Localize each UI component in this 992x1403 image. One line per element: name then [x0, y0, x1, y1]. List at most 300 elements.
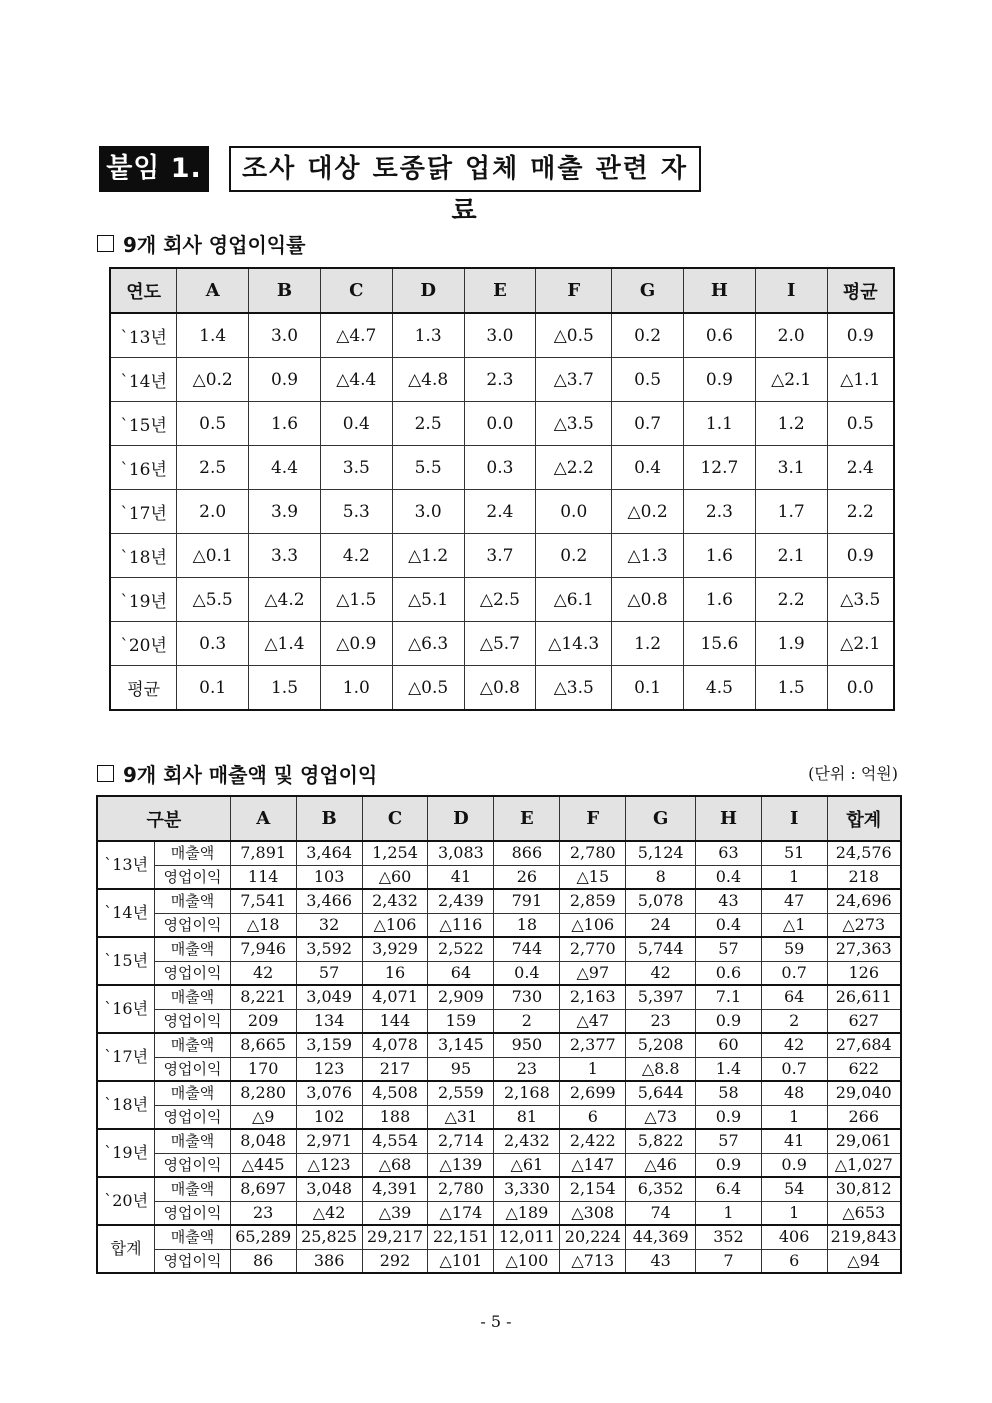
table-cell: 134 — [296, 1009, 362, 1033]
metric-label: 영업이익 — [155, 961, 230, 985]
year-label: `14년 — [97, 889, 155, 937]
table-cell: △2.2 — [536, 446, 612, 490]
table-cell: 2,971 — [296, 1129, 362, 1153]
table-cell: 406 — [761, 1225, 827, 1249]
year-label: `16년 — [97, 985, 155, 1033]
table-cell: 5,397 — [626, 985, 696, 1009]
table-cell: 2.3 — [464, 358, 536, 402]
table-cell: 3,049 — [296, 985, 362, 1009]
table-row — [97, 1177, 901, 1201]
table-cell: 47 — [761, 889, 827, 913]
metric-label: 매출액 — [155, 889, 230, 913]
table-cell: 0.2 — [536, 534, 612, 578]
table-cell: 2.3 — [684, 490, 756, 534]
table-cell: 32 — [296, 913, 362, 937]
table-cell: 16 — [362, 961, 428, 985]
table-cell: 3.5 — [320, 446, 392, 490]
table-cell: 0.9 — [249, 358, 321, 402]
unit-label: (단위 : 억원) — [808, 764, 898, 783]
table-row — [97, 985, 901, 1009]
table-cell: 0.7 — [761, 961, 827, 985]
table-cell: 4,078 — [362, 1033, 428, 1057]
column-header: G — [612, 268, 684, 313]
table-cell: 126 — [827, 961, 901, 985]
table-row — [110, 446, 894, 490]
table-row — [97, 841, 901, 865]
table-cell: △101 — [428, 1249, 494, 1273]
page-number: - 5 - — [480, 1312, 512, 1331]
table-cell: 0.9 — [696, 1105, 762, 1129]
table-row — [97, 1009, 901, 1033]
table-cell: 0.9 — [827, 313, 894, 358]
table-row — [110, 313, 894, 358]
metric-label: 매출액 — [155, 841, 230, 865]
table-cell: 1.0 — [320, 666, 392, 711]
table-cell: 3.3 — [249, 534, 321, 578]
table-cell: 8,048 — [230, 1129, 296, 1153]
table-cell: 64 — [428, 961, 494, 985]
table-cell: 27,363 — [827, 937, 901, 961]
table-row — [97, 1129, 901, 1153]
table-cell: 0.7 — [612, 402, 684, 446]
checkbox-icon — [97, 235, 114, 252]
year-label: `18년 — [97, 1081, 155, 1129]
metric-label: 영업이익 — [155, 1249, 230, 1273]
table-cell: 5,208 — [626, 1033, 696, 1057]
table-cell: 7.1 — [696, 985, 762, 1009]
metric-label: 영업이익 — [155, 1009, 230, 1033]
table-cell: 0.0 — [464, 402, 536, 446]
table-cell: 209 — [230, 1009, 296, 1033]
column-header: C — [320, 268, 392, 313]
table-cell: △0.1 — [177, 534, 249, 578]
table-cell: 1.4 — [696, 1057, 762, 1081]
year-label: `19년 — [97, 1129, 155, 1177]
table-row — [97, 1057, 901, 1081]
table-cell: 23 — [626, 1009, 696, 1033]
table-row — [97, 1225, 901, 1249]
table-cell: △18 — [230, 913, 296, 937]
table-cell: 3.7 — [464, 534, 536, 578]
table-cell: 3.0 — [249, 313, 321, 358]
metric-label: 영업이익 — [155, 865, 230, 889]
table-cell: △3.5 — [536, 666, 612, 711]
table-cell: △1.4 — [249, 622, 321, 666]
table-cell: 5,644 — [626, 1081, 696, 1105]
table-cell: 1.4 — [177, 313, 249, 358]
row-label: `15년 — [110, 402, 177, 446]
table-row — [97, 865, 901, 889]
column-header: D — [392, 268, 464, 313]
table-cell: △5.5 — [177, 578, 249, 622]
table-cell: 0.7 — [761, 1057, 827, 1081]
table-row — [110, 358, 894, 402]
table-cell: △3.5 — [827, 578, 894, 622]
table-cell: 1.7 — [755, 490, 827, 534]
table-cell: △0.5 — [392, 666, 464, 711]
table-cell: △15 — [560, 865, 626, 889]
table-cell: 3.9 — [249, 490, 321, 534]
table-header-row — [97, 796, 901, 841]
table-cell: 386 — [296, 1249, 362, 1273]
table-cell: 1.6 — [684, 534, 756, 578]
table-cell: 0.3 — [177, 622, 249, 666]
table-cell: 1.9 — [755, 622, 827, 666]
table-cell: △139 — [428, 1153, 494, 1177]
table-cell: 59 — [761, 937, 827, 961]
table-cell: △97 — [560, 961, 626, 985]
table-cell: 3.0 — [392, 490, 464, 534]
table-cell: 65,289 — [230, 1225, 296, 1249]
table-cell: 7,891 — [230, 841, 296, 865]
table-cell: 23 — [494, 1057, 560, 1081]
table-cell: 5,124 — [626, 841, 696, 865]
table-cell: 2,522 — [428, 937, 494, 961]
table-cell: △4.2 — [249, 578, 321, 622]
table-cell: 74 — [626, 1201, 696, 1225]
operating-margin-table — [109, 267, 895, 711]
section1-heading — [97, 229, 305, 258]
table-cell: 8 — [626, 865, 696, 889]
metric-label: 영업이익 — [155, 913, 230, 937]
table-cell: 3,083 — [428, 841, 494, 865]
table-cell: 0.0 — [827, 666, 894, 711]
table-cell: 2.0 — [177, 490, 249, 534]
table-cell: 0.1 — [612, 666, 684, 711]
table-cell: 60 — [696, 1033, 762, 1057]
table-row — [97, 889, 901, 913]
table-cell: 1 — [696, 1201, 762, 1225]
table-cell: 1.5 — [249, 666, 321, 711]
table-cell: △3.5 — [536, 402, 612, 446]
table-cell: 95 — [428, 1057, 494, 1081]
table-cell: 0.4 — [696, 913, 762, 937]
table-cell: △0.8 — [612, 578, 684, 622]
column-header: D — [428, 796, 494, 841]
table-cell: △116 — [428, 913, 494, 937]
table-cell: 6,352 — [626, 1177, 696, 1201]
table-cell: 2,714 — [428, 1129, 494, 1153]
table-cell: △713 — [560, 1249, 626, 1273]
table-cell: 791 — [494, 889, 560, 913]
table-cell: 4.4 — [249, 446, 321, 490]
table-cell: 1.5 — [755, 666, 827, 711]
column-header: I — [761, 796, 827, 841]
table-cell: 24 — [626, 913, 696, 937]
table-cell: 29,061 — [827, 1129, 901, 1153]
metric-label: 매출액 — [155, 985, 230, 1009]
table-cell: 3,145 — [428, 1033, 494, 1057]
table-cell: △0.9 — [320, 622, 392, 666]
table-cell: 730 — [494, 985, 560, 1009]
table-cell: 2.0 — [755, 313, 827, 358]
table-cell: 4,508 — [362, 1081, 428, 1105]
table-cell: 123 — [296, 1057, 362, 1081]
row-label: `19년 — [110, 578, 177, 622]
table-row — [97, 1105, 901, 1129]
table-cell: 1.6 — [684, 578, 756, 622]
table-cell: 41 — [761, 1129, 827, 1153]
metric-label: 영업이익 — [155, 1153, 230, 1177]
row-label: `16년 — [110, 446, 177, 490]
table-row — [110, 402, 894, 446]
table-cell: 4,071 — [362, 985, 428, 1009]
table-cell: 5.3 — [320, 490, 392, 534]
table-cell: 3,076 — [296, 1081, 362, 1105]
table-cell: △1.3 — [612, 534, 684, 578]
metric-label: 매출액 — [155, 1033, 230, 1057]
table-cell: △47 — [560, 1009, 626, 1033]
table-cell: △94 — [827, 1249, 901, 1273]
table-cell: 219,843 — [827, 1225, 901, 1249]
table-cell: 12,011 — [494, 1225, 560, 1249]
table-cell: 0.6 — [684, 313, 756, 358]
column-header: 구분 — [97, 796, 230, 841]
table-cell: 0.2 — [612, 313, 684, 358]
table-cell: △1 — [761, 913, 827, 937]
table-cell: △8.8 — [626, 1057, 696, 1081]
table-cell: 744 — [494, 937, 560, 961]
table-row — [110, 622, 894, 666]
table-cell: △189 — [494, 1201, 560, 1225]
table-cell: △31 — [428, 1105, 494, 1129]
attachment-tag: 붙임 1. — [99, 146, 209, 192]
table-cell: △39 — [362, 1201, 428, 1225]
table-cell: 217 — [362, 1057, 428, 1081]
table-cell: △5.1 — [392, 578, 464, 622]
column-header: 연도 — [110, 268, 177, 313]
table-cell: △60 — [362, 865, 428, 889]
column-header: E — [494, 796, 560, 841]
table-cell: 42 — [761, 1033, 827, 1057]
table-cell: 27,684 — [827, 1033, 901, 1057]
table-cell: 0.9 — [696, 1153, 762, 1177]
checkbox-icon — [97, 765, 114, 782]
table-cell: 0.3 — [464, 446, 536, 490]
table-cell: 1 — [761, 1105, 827, 1129]
table-cell: 2.2 — [827, 490, 894, 534]
table-cell: △174 — [428, 1201, 494, 1225]
table-cell: 7,541 — [230, 889, 296, 913]
table-cell: △2.1 — [755, 358, 827, 402]
table-cell: 0.5 — [612, 358, 684, 402]
table-cell: 5,822 — [626, 1129, 696, 1153]
table-cell: △123 — [296, 1153, 362, 1177]
table-cell: 54 — [761, 1177, 827, 1201]
row-label: `13년 — [110, 313, 177, 358]
table-cell: △0.2 — [177, 358, 249, 402]
table-cell: 2.5 — [392, 402, 464, 446]
column-header: G — [626, 796, 696, 841]
table-cell: △273 — [827, 913, 901, 937]
column-header: F — [536, 268, 612, 313]
table-row — [97, 1033, 901, 1057]
table-cell: 57 — [296, 961, 362, 985]
column-header: A — [230, 796, 296, 841]
table-cell: △1.1 — [827, 358, 894, 402]
table-cell: 8,280 — [230, 1081, 296, 1105]
table-cell: 15.6 — [684, 622, 756, 666]
table-cell: 1 — [761, 865, 827, 889]
table-cell: 0.4 — [612, 446, 684, 490]
table-cell: 30,812 — [827, 1177, 901, 1201]
table-cell: 22,151 — [428, 1225, 494, 1249]
sales-operating-profit-table — [96, 795, 902, 1274]
table-cell: 2,699 — [560, 1081, 626, 1105]
metric-label: 매출액 — [155, 1129, 230, 1153]
table-cell: 0.4 — [494, 961, 560, 985]
table-cell: 2,439 — [428, 889, 494, 913]
table-cell: △61 — [494, 1153, 560, 1177]
table-cell: 3.0 — [464, 313, 536, 358]
column-header: B — [249, 268, 321, 313]
table-cell: 8,697 — [230, 1177, 296, 1201]
table-cell: 24,696 — [827, 889, 901, 913]
table-cell: △147 — [560, 1153, 626, 1177]
table-cell: △1.5 — [320, 578, 392, 622]
table-cell: 41 — [428, 865, 494, 889]
table-cell: 43 — [626, 1249, 696, 1273]
table-cell: 81 — [494, 1105, 560, 1129]
table-cell: 2.1 — [755, 534, 827, 578]
table-cell: 2.2 — [755, 578, 827, 622]
table-cell: △2.5 — [464, 578, 536, 622]
table-cell: 950 — [494, 1033, 560, 1057]
table-cell: 1.6 — [249, 402, 321, 446]
table-cell: 1 — [761, 1201, 827, 1225]
table-row — [97, 1081, 901, 1105]
column-header: C — [362, 796, 428, 841]
table-cell: 8,221 — [230, 985, 296, 1009]
table-cell: 622 — [827, 1057, 901, 1081]
table-cell: △2.1 — [827, 622, 894, 666]
table-cell: 2,780 — [560, 841, 626, 865]
section2-title: 9개 회사 매출액 및 영업이익 — [123, 763, 378, 787]
table-cell: 57 — [696, 937, 762, 961]
table-cell: 0.9 — [696, 1009, 762, 1033]
table-cell: 1,254 — [362, 841, 428, 865]
table-cell: △106 — [560, 913, 626, 937]
table-cell: 1.2 — [612, 622, 684, 666]
table-row — [110, 578, 894, 622]
table-cell: 103 — [296, 865, 362, 889]
table-cell: △5.7 — [464, 622, 536, 666]
section1-title: 9개 회사 영업이익률 — [123, 233, 306, 257]
table-row — [97, 1201, 901, 1225]
table-cell: △106 — [362, 913, 428, 937]
table-cell: 6.4 — [696, 1177, 762, 1201]
table-cell: 86 — [230, 1249, 296, 1273]
table-cell: 3,929 — [362, 937, 428, 961]
table-cell: △6.1 — [536, 578, 612, 622]
table-cell: 5,078 — [626, 889, 696, 913]
table-row — [97, 961, 901, 985]
table-cell: △4.7 — [320, 313, 392, 358]
column-header: H — [684, 268, 756, 313]
table-cell: △3.7 — [536, 358, 612, 402]
table-cell: 42 — [626, 961, 696, 985]
table-cell: 2,909 — [428, 985, 494, 1009]
table-cell: 43 — [696, 889, 762, 913]
table-cell: 29,217 — [362, 1225, 428, 1249]
table-cell: △4.4 — [320, 358, 392, 402]
table-cell: △42 — [296, 1201, 362, 1225]
column-header: B — [296, 796, 362, 841]
table-row — [97, 913, 901, 937]
table-cell: 29,040 — [827, 1081, 901, 1105]
table-cell: 3,048 — [296, 1177, 362, 1201]
row-label: 평균 — [110, 666, 177, 711]
table-cell: 2,432 — [494, 1129, 560, 1153]
metric-label: 매출액 — [155, 1177, 230, 1201]
table-cell: 3.1 — [755, 446, 827, 490]
row-label: `14년 — [110, 358, 177, 402]
table-row — [97, 937, 901, 961]
table-cell: 4.2 — [320, 534, 392, 578]
table-cell: 2 — [761, 1009, 827, 1033]
table-cell: 218 — [827, 865, 901, 889]
table-cell: 2,770 — [560, 937, 626, 961]
table-cell: 3,330 — [494, 1177, 560, 1201]
table-cell: 2,377 — [560, 1033, 626, 1057]
table-cell: 3,466 — [296, 889, 362, 913]
table-cell: △1.2 — [392, 534, 464, 578]
table-cell: 2,422 — [560, 1129, 626, 1153]
table-cell: 44,369 — [626, 1225, 696, 1249]
table-cell: △68 — [362, 1153, 428, 1177]
table-cell: △14.3 — [536, 622, 612, 666]
table-cell: 64 — [761, 985, 827, 1009]
table-header-row — [110, 268, 894, 313]
table-cell: 2,163 — [560, 985, 626, 1009]
table-cell: 48 — [761, 1081, 827, 1105]
metric-label: 영업이익 — [155, 1057, 230, 1081]
table-cell: 352 — [696, 1225, 762, 1249]
table-cell: 5.5 — [392, 446, 464, 490]
table-cell: 2,859 — [560, 889, 626, 913]
table-cell: 159 — [428, 1009, 494, 1033]
table-cell: △73 — [626, 1105, 696, 1129]
column-header: I — [755, 268, 827, 313]
document-title: 조사 대상 토종닭 업체 매출 관련 자료 — [229, 146, 701, 192]
table-cell: 0.9 — [761, 1153, 827, 1177]
metric-label: 영업이익 — [155, 1201, 230, 1225]
table-cell: 26,611 — [827, 985, 901, 1009]
table-cell: 0.1 — [177, 666, 249, 711]
metric-label: 매출액 — [155, 937, 230, 961]
table-cell: 6 — [560, 1105, 626, 1129]
table-cell: 866 — [494, 841, 560, 865]
column-header: H — [696, 796, 762, 841]
table-cell: △4.8 — [392, 358, 464, 402]
table-cell: 2,780 — [428, 1177, 494, 1201]
year-label: 합계 — [97, 1225, 155, 1273]
table-cell: △9 — [230, 1105, 296, 1129]
table-cell: 1.2 — [755, 402, 827, 446]
table-cell: 8,665 — [230, 1033, 296, 1057]
table-row — [110, 490, 894, 534]
table-cell: 58 — [696, 1081, 762, 1105]
table-cell: 42 — [230, 961, 296, 985]
table-cell: 0.4 — [320, 402, 392, 446]
table-cell: 12.7 — [684, 446, 756, 490]
column-header: 평균 — [827, 268, 894, 313]
table-cell: 170 — [230, 1057, 296, 1081]
table-cell: 4.5 — [684, 666, 756, 711]
table-cell: 0.5 — [177, 402, 249, 446]
table-cell: 0.4 — [696, 865, 762, 889]
table-cell: 1.3 — [392, 313, 464, 358]
